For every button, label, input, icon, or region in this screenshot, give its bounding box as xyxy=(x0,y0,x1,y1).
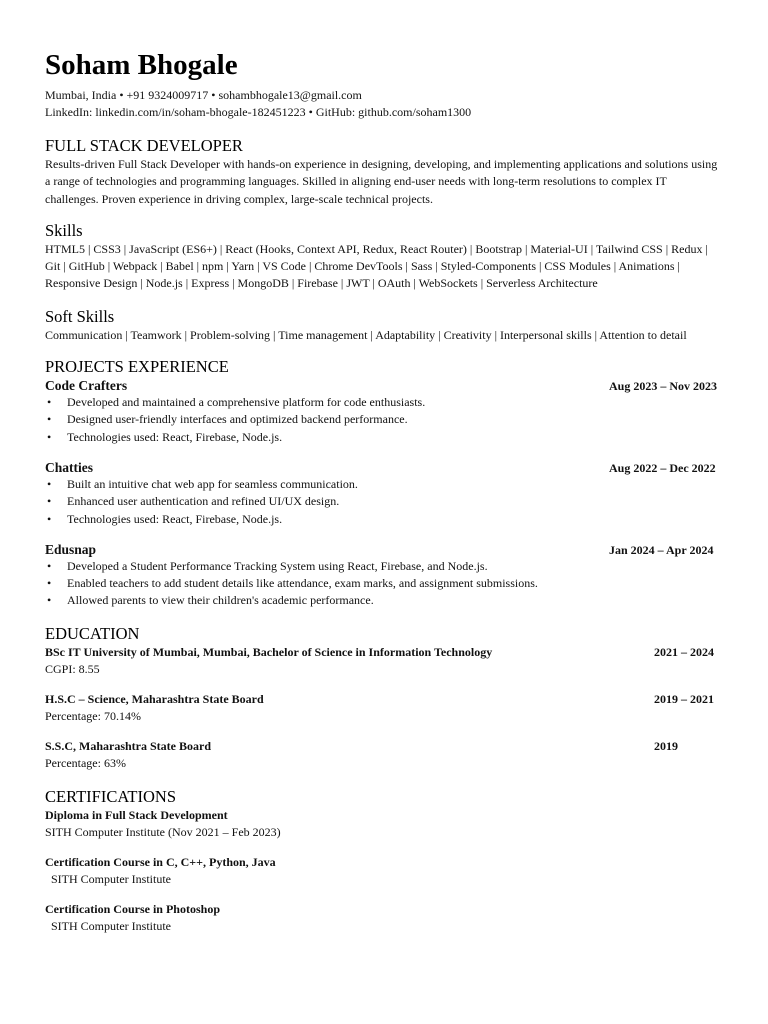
bullet-icon: • xyxy=(47,494,52,509)
certification-entry-photoshop xyxy=(45,901,722,935)
project-bullet-list xyxy=(45,394,722,446)
education-section xyxy=(45,624,722,772)
project-name: Code Crafters xyxy=(45,378,128,394)
education-title: H.S.C – Science, Maharashtra State Board xyxy=(45,691,264,706)
project-entry-edusnap xyxy=(45,541,722,610)
project-bullet xyxy=(45,411,722,428)
project-date: Jan 2024 – Apr 2024 xyxy=(609,542,714,557)
education-detail: Percentage: 63% xyxy=(45,755,126,770)
education-title: S.S.C, Maharashtra State Board xyxy=(45,738,212,753)
certification-entry-diploma xyxy=(45,807,722,841)
soft-skills-text: Communication | Teamwork | Problem-solving | Time management | Adaptability | Creativity | Interpersonal skills | Attention to detail xyxy=(45,327,687,342)
bullet-icon: • xyxy=(47,412,52,427)
project-bullet-text: Built an intuitive chat web app for seamless communication. xyxy=(67,476,358,491)
project-bullet-list xyxy=(45,558,722,610)
bullet-icon: • xyxy=(47,476,52,491)
bullet-icon: • xyxy=(47,429,52,444)
project-bullet-text: Technologies used: React, Firebase, Node.js. xyxy=(67,511,283,526)
education-heading: EDUCATION xyxy=(45,623,140,643)
project-bullet xyxy=(45,493,722,510)
project-bullet-text: Designed user-friendly interfaces and optimized backend performance. xyxy=(67,412,408,427)
bullet-icon: • xyxy=(47,511,52,526)
project-bullet xyxy=(45,394,722,411)
project-bullet xyxy=(45,558,722,575)
project-date: Aug 2023 – Nov 2023 xyxy=(609,379,718,394)
project-bullet-text: Allowed parents to view their children's academic performance. xyxy=(67,593,374,608)
education-title: BSc IT University of Mumbai, Mumbai, Bachelor of Science in Information Technology xyxy=(45,644,493,659)
soft-skills-section xyxy=(45,307,722,344)
project-bullet-text: Enhanced user authentication and refined UI/UX design. xyxy=(67,494,340,509)
contact-line-location-phone-email: Mumbai, India • +91 9324009717 • sohambhogale13@gmail.com xyxy=(45,88,362,102)
certification-entry-programming xyxy=(45,854,722,888)
project-bullet xyxy=(45,511,722,528)
resume-header xyxy=(45,48,722,121)
certifications-heading: CERTIFICATIONS xyxy=(45,786,177,806)
bullet-icon: • xyxy=(47,558,52,573)
project-date: Aug 2022 – Dec 2022 xyxy=(609,460,716,475)
certification-title: Diploma in Full Stack Development xyxy=(45,807,228,822)
project-bullet-text: Developed and maintained a comprehensive platform for code enthusiasts. xyxy=(67,395,426,410)
contact-line-linkedin-github: LinkedIn: linkedin.com/in/soham-bhogale-182451223 • GitHub: github.com/soham1300 xyxy=(45,105,472,119)
candidate-name: Soham Bhogale xyxy=(45,49,238,81)
project-bullet xyxy=(45,575,722,592)
summary-text: Results-driven Full Stack Developer with hands-on experience in designing, developing, and implementing applications and solutions using a range of technologies and programming languages. Skilled in aligning end-user needs with long-term resolutions to complex IT challenges. Proven experience in driving complex, large-scale technical projects. xyxy=(45,157,718,206)
certification-detail: SITH Computer Institute (Nov 2021 – Feb 2023) xyxy=(45,824,281,839)
certification-title: Certification Course in Photoshop xyxy=(45,901,220,916)
certification-detail: SITH Computer Institute xyxy=(51,918,171,933)
education-entry-hsc xyxy=(45,691,722,725)
education-detail: CGPI: 8.55 xyxy=(45,661,100,676)
projects-section xyxy=(45,357,722,610)
project-bullet-text: Enabled teachers to add student details like attendance, exam marks, and assignment submissions. xyxy=(67,576,538,591)
education-entry-bsc xyxy=(45,644,722,678)
project-bullet xyxy=(45,592,722,609)
skills-heading: Skills xyxy=(45,220,83,240)
summary-heading: FULL STACK DEVELOPER xyxy=(45,136,243,155)
certification-detail: SITH Computer Institute xyxy=(51,871,171,886)
project-entry-code-crafters xyxy=(45,377,722,446)
project-bullet xyxy=(45,429,722,446)
certifications-section xyxy=(45,787,722,935)
bullet-icon: • xyxy=(47,576,52,591)
bullet-icon: • xyxy=(47,593,52,608)
project-entry-chatties xyxy=(45,459,722,528)
project-bullet xyxy=(45,476,722,493)
projects-heading: PROJECTS EXPERIENCE xyxy=(45,357,229,377)
education-date: 2021 – 2024 xyxy=(654,644,714,659)
project-bullet-text: Developed a Student Performance Tracking System using React, Firebase, and Node.js. xyxy=(67,558,488,573)
education-date: 2019 – 2021 xyxy=(654,691,714,706)
bullet-icon: • xyxy=(47,395,52,410)
skills-section xyxy=(45,221,722,293)
soft-skills-heading: Soft Skills xyxy=(45,306,115,326)
project-name: Edusnap xyxy=(45,541,97,557)
project-bullet-text: Technologies used: React, Firebase, Node.js. xyxy=(67,429,283,444)
education-detail: Percentage: 70.14% xyxy=(45,708,141,723)
education-date: 2019 xyxy=(654,738,678,753)
summary-section xyxy=(45,136,722,208)
certification-title: Certification Course in C, C++, Python, Java xyxy=(45,854,276,869)
skills-text: HTML5 | CSS3 | JavaScript (ES6+) | React (Hooks, Context API, Redux, React Router) | Bootstrap | Material-UI | Tailwind CSS | Redux | Git | GitHub | Webpack | Babel | npm | Yarn | VS Code | Chrome DevTools | Sass | Styled-Components | CSS Modules | Animations | Responsive Design | Node.js | Express | MongoDB | Firebase | JWT | OAuth | WebSockets | Serverless Architecture xyxy=(45,241,708,291)
project-name: Chatties xyxy=(45,459,93,475)
education-entry-ssc xyxy=(45,738,722,772)
project-bullet-list xyxy=(45,476,722,528)
